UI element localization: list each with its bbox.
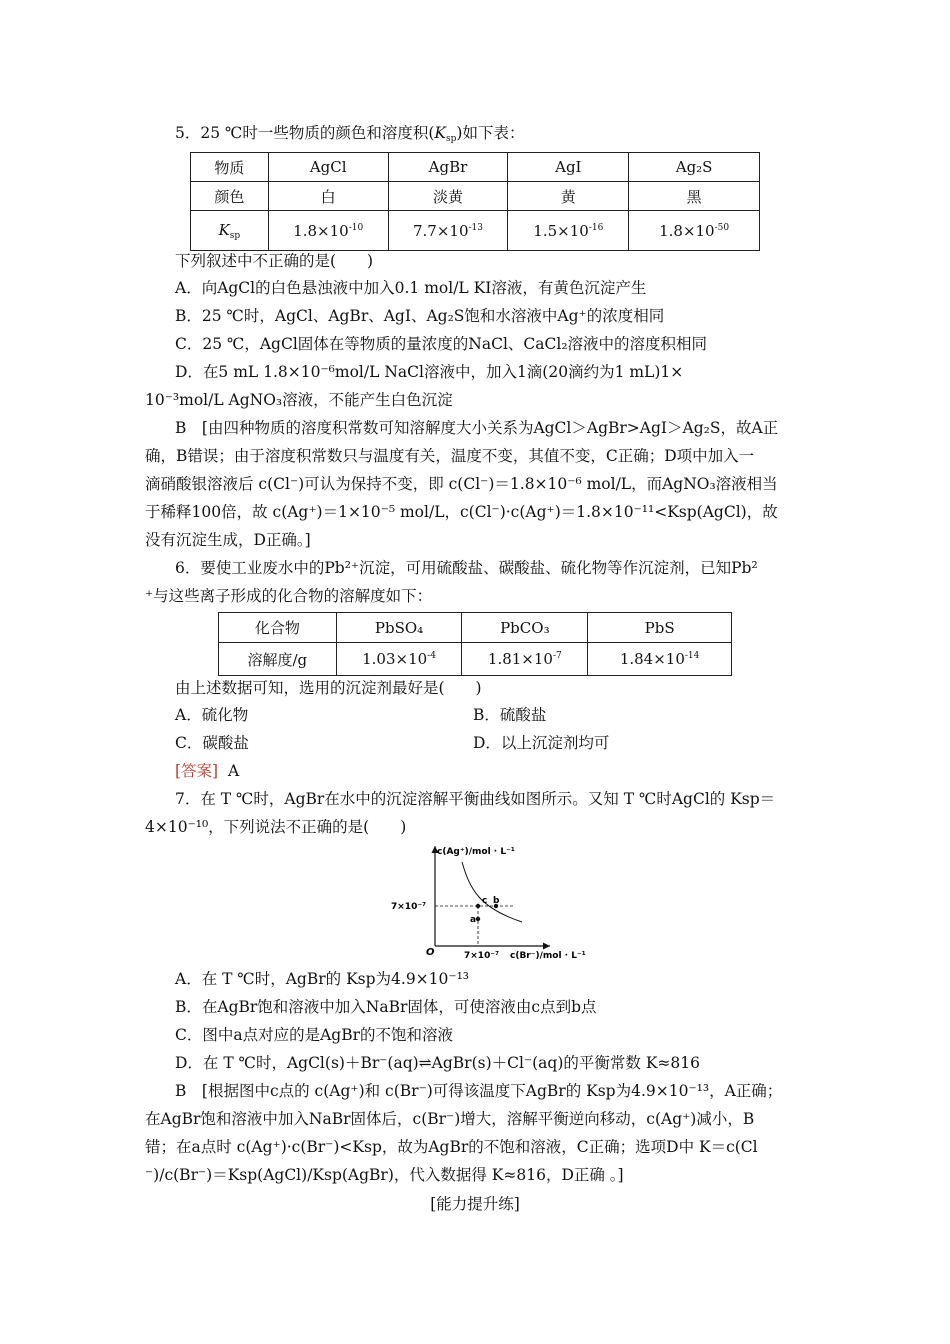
q5-table-row-color: [191, 182, 760, 211]
table-cell: 淡黄: [388, 182, 508, 211]
q6-answer: [答案] A: [175, 762, 240, 780]
q7-option-a: A．在 T ℃时，AgBr的 Ksp为4.9×10⁻¹³: [175, 970, 469, 988]
q5-prompt: 下列叙述中不正确的是( ): [175, 252, 374, 270]
q7-analysis-line: B [根据图中c点的 c(Ag⁺)和 c(Br⁻)可得该温度下AgBr的 Ksp为4.9×10⁻¹³，A正确；: [175, 1082, 783, 1100]
point-c: [476, 904, 480, 908]
q5-analysis-line: 确，B错误；由于溶度积常数只与温度有关，温度不变，其值不变，C正确；D项中加入一: [145, 447, 755, 465]
point-a: [476, 917, 480, 921]
table-cell: $1.03\times 10^{-4}$: [336, 643, 462, 676]
table-cell: AgBr: [388, 153, 508, 182]
q6-stem: 6．要使工业废水中的Pb²⁺沉淀，可用硫酸盐、碳酸盐、硫化物等作沉淀剂，已知Pb²: [175, 559, 758, 577]
table-cell: 黑: [629, 182, 760, 211]
q7-analysis-line: 错；在a点时 c(Ag⁺)·c(Br⁻)<Ksp，故为AgBr的不饱和溶液，C正确；选项D中 K＝c(Cl: [145, 1138, 758, 1156]
table-cell: 物质: [191, 153, 269, 182]
q7-stem-cont: 4×10⁻¹⁰，下列说法不正确的是( ): [145, 818, 407, 836]
y-axis-label: c(Ag⁺)/mol · L⁻¹: [437, 847, 515, 857]
q6-table-header: [219, 613, 732, 643]
point-c-label: c: [482, 896, 488, 906]
table-cell: $7.7\times 10^{-13}$: [388, 211, 508, 251]
q7-option-d: D．在 T ℃时，AgCl(s)＋Br⁻(aq)⇌AgBr(s)＋Cl⁻(aq)的平衡常数 K≈816: [175, 1054, 700, 1072]
table-cell: 颜色: [191, 182, 269, 211]
table-cell: 黄: [508, 182, 629, 211]
q5-analysis-line: 没有沉淀生成，D正确。]: [145, 531, 311, 549]
section-footer: [能力提升练]: [430, 1195, 520, 1213]
table-cell: 白: [268, 182, 388, 211]
q6-prompt: 由上述数据可知，选用的沉淀剂最好是( ): [175, 679, 482, 697]
q5-option-c: C．25 ℃，AgCl固体在等物质的量浓度的NaCl、CaCl₂溶液中的溶度积相同: [175, 335, 708, 353]
q6-option-c: C．碳酸盐: [175, 734, 249, 752]
table-cell: $1.8\times 10^{-50}$: [629, 211, 760, 251]
q7-option-b: B．在AgBr饱和溶液中加入NaBr固体，可使溶液由c点到b点: [175, 998, 597, 1016]
q7-graph: [390, 842, 586, 964]
q5-option-a: A．向AgCl的白色悬浊液中加入0.1 mol/L KI溶液，有黄色沉淀产生: [175, 279, 647, 297]
q6-table: [218, 612, 732, 676]
q7-stem: 7．在 T ℃时，AgBr在水中的沉淀溶解平衡曲线如图所示。又知 T ℃时AgCl的 Ksp＝: [175, 790, 776, 808]
q6-option-a: A．硫化物: [175, 706, 249, 724]
q5-table-row-substance: [191, 153, 760, 182]
table-cell: 化合物: [219, 613, 337, 643]
q7-analysis-line: ⁻)/c(Br⁻)＝Ksp(AgCl)/Ksp(AgBr)，代入数据得 K≈816，D正确 。]: [145, 1166, 624, 1184]
q7-analysis-line: 在AgBr饱和溶液中加入NaBr固体后，c(Br⁻)增大，溶解平衡逆向移动，c(Ag⁺)减小，B: [145, 1110, 755, 1128]
answer-tag: [答案]: [175, 762, 219, 780]
table-cell: Ag₂S: [629, 153, 760, 182]
table-cell: PbS: [588, 613, 732, 643]
origin-label: O: [426, 947, 435, 958]
q6-option-d: D．以上沉淀剂均可: [473, 734, 610, 752]
table-cell: $1.81\times 10^{-7}$: [462, 643, 588, 676]
point-b-label: b: [493, 896, 500, 906]
q5-table: [190, 152, 760, 251]
table-cell: $1.84\times 10^{-14}$: [588, 643, 732, 676]
q7-option-c: C．图中a点对应的是AgBr的不饱和溶液: [175, 1026, 454, 1044]
q5-option-d: D．在5 mL 1.8×10⁻⁶mol/L NaCl溶液中，加入1滴(20滴约为1 mL)1×: [175, 363, 684, 381]
table-cell: 溶解度/g: [219, 643, 337, 676]
table-cell: PbSO₄: [336, 613, 462, 643]
q5-option-d-cont: 10⁻³mol/L AgNO₃溶液，不能产生白色沉淀: [145, 391, 453, 409]
q5-analysis-line: 滴硝酸银溶液后 c(Cl⁻)可认为保持不变，即 c(Cl⁻)＝1.8×10⁻⁶ mol/L，而AgNO₃溶液相当: [145, 475, 778, 493]
point-a-label: a: [470, 915, 477, 925]
q6-option-b: B．硫酸盐: [473, 706, 547, 724]
equilibrium-curve: [462, 862, 522, 922]
q6-table-row: [219, 643, 732, 676]
x-tick-label: 7×10⁻⁷: [464, 951, 500, 961]
table-cell: PbCO₃: [462, 613, 588, 643]
table-cell: $K_{sp}$: [191, 211, 269, 251]
table-cell: $1.8\times 10^{-10}$: [268, 211, 388, 251]
q5-option-b: B．25 ℃时，AgCl、AgBr、AgI、Ag₂S饱和水溶液中Ag⁺的浓度相同: [175, 307, 665, 325]
table-cell: AgCl: [268, 153, 388, 182]
q5-analysis-line: 于稀释100倍，故 c(Ag⁺)＝1×10⁻⁵ mol/L，c(Cl⁻)·c(Ag⁺)＝1.8×10⁻¹¹<Ksp(AgCl)，故: [145, 503, 778, 521]
q5-table-row-ksp: [191, 211, 760, 251]
q5-analysis-line: B [由四种物质的溶度积常数可知溶解度大小关系为AgCl＞AgBr>AgI＞Ag₂S，故A正: [175, 419, 779, 437]
x-axis-label: c(Br⁻)/mol · L⁻¹: [510, 951, 586, 961]
q6-stem-cont: ⁺与这些离子形成的化合物的溶解度如下：: [145, 587, 433, 605]
q5-stem: 5．25 ℃时一些物质的颜色和溶度积$(K_{sp})$如下表：: [175, 124, 525, 144]
y-tick-label: 7×10⁻⁷: [391, 902, 427, 912]
table-cell: $1.5\times 10^{-16}$: [508, 211, 629, 251]
table-cell: AgI: [508, 153, 629, 182]
